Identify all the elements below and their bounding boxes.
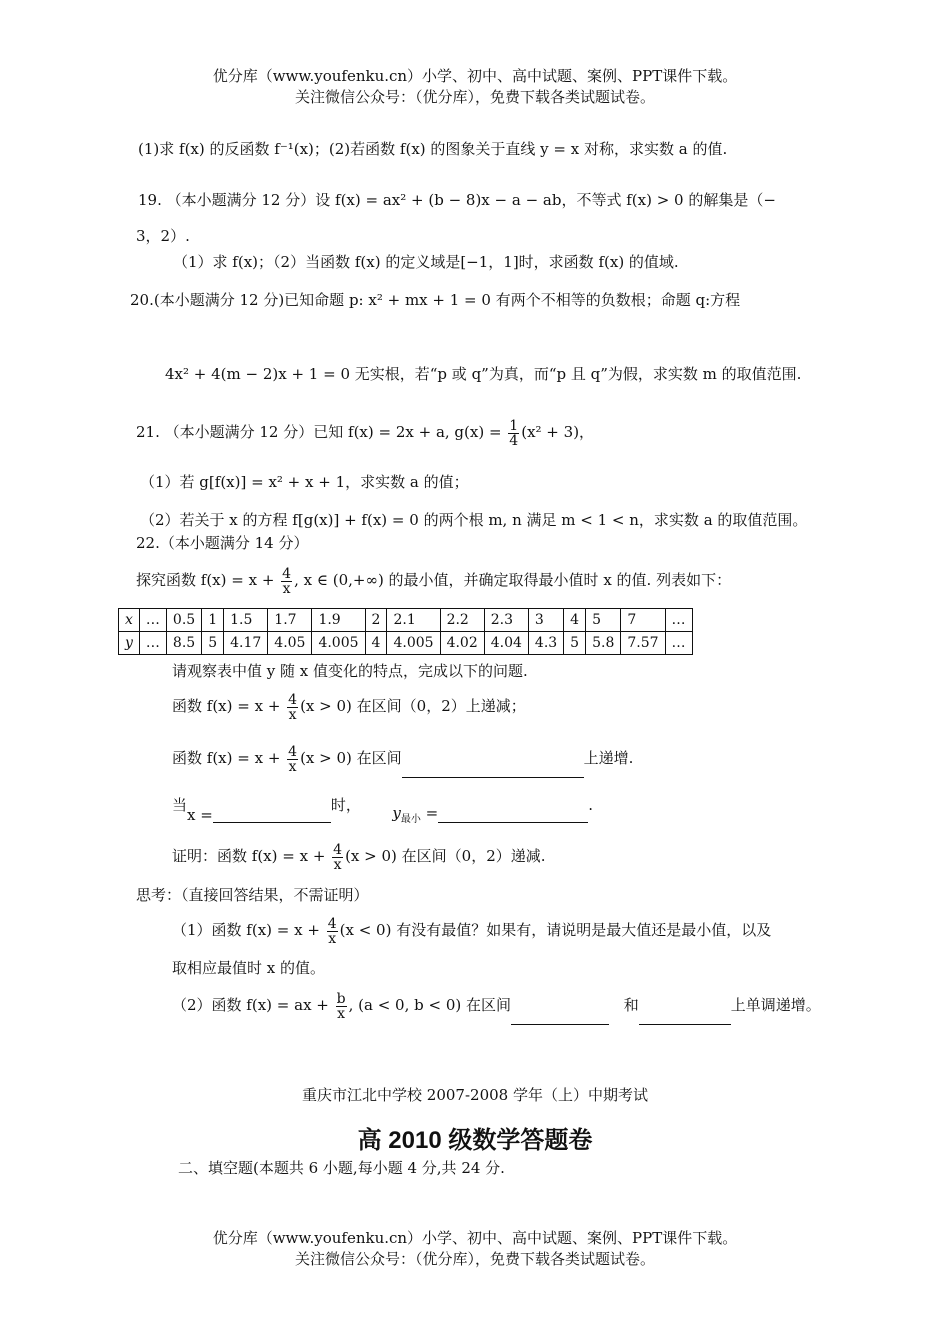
q21-text-b: (x² + 3)， — [521, 423, 595, 441]
table-cell: 4.02 — [440, 632, 484, 655]
q19-line-3: （1）求 f(x)；（2）当函数 f(x) 的定义域是[−1，1]时，求函数 f(x) 的值域. — [173, 253, 679, 271]
frac-num: 4 — [288, 691, 298, 708]
frac-den: x — [333, 856, 342, 873]
q21-line-1 — [136, 414, 594, 450]
q22-decreasing — [172, 686, 526, 726]
table-cell: 5 — [202, 632, 224, 655]
answer-sheet-title: 高 2010 级数学答题卷 — [357, 1127, 593, 1154]
frac-den: x — [328, 930, 337, 947]
q22-minimum — [172, 790, 593, 823]
table-cell: 7.57 — [621, 632, 665, 655]
table-cell: y — [119, 632, 140, 655]
footer-line-1: 优分库（www.youfenku.cn）小学、初中、高中试题、案例、PPT课件下载。 — [212, 1229, 738, 1247]
q20-line-1: 20.(本小题满分 12 分)已知命题 p: x² + mx + 1 = 0 有两个不相等的负数根；命题 q:方程 — [130, 291, 741, 309]
text: 时， — [330, 796, 361, 814]
q20-line-2: 4x² + 4(m − 2)x + 1 = 0 无实根，若“p 或 q”为真，而“p 且 q”为假，求实数 m 的取值范围. — [165, 365, 802, 383]
text: (x > 0) 在区间（0，2）上递减； — [300, 697, 526, 715]
q18-tail: (1)求 f(x) 的反函数 f⁻¹(x)；(2)若函数 f(x) 的图象关于直线 y = x 对称，求实数 a 的值. — [138, 140, 728, 158]
q22-observe: 请观察表中值 y 随 x 值变化的特点，完成以下的问题. — [172, 662, 528, 680]
frac-den: x — [337, 1005, 346, 1022]
table-cell: 1 — [202, 609, 224, 632]
fraction — [327, 917, 338, 946]
answer-blank-ymin[interactable] — [438, 806, 588, 823]
q19-line-2: 3，2）. — [136, 227, 190, 245]
table-cell: 5 — [564, 632, 586, 655]
fraction — [332, 843, 343, 872]
table-cell: 5 — [586, 609, 621, 632]
table-cell: 4.17 — [224, 632, 268, 655]
text: 当 — [172, 796, 188, 814]
header-line-2: 关注微信公众号：（优分库），免费下载各类试题试卷。 — [294, 88, 655, 106]
frac-num: b — [336, 990, 346, 1007]
answer-blank[interactable] — [402, 761, 584, 778]
q19-line-1: 19. （本小题满分 12 分）设 f(x) = ax² + (b − 8)x − a − ab，不等式 f(x) > 0 的解集是（− — [138, 191, 776, 209]
text: （2）函数 f(x) = ax + — [172, 996, 334, 1014]
q22-think-1 — [172, 910, 771, 950]
frac-num: 4 — [327, 915, 337, 932]
text: (x > 0) 在区间（0，2）递减. — [345, 847, 546, 865]
text: （1）函数 f(x) = x + — [172, 921, 325, 939]
table-cell: … — [139, 609, 166, 632]
fill-section-heading: 二、填空题(本题共 6 小题,每小题 4 分,共 24 分. — [178, 1159, 505, 1177]
table-cell: 4 — [564, 609, 586, 632]
frac-num: 4 — [282, 565, 292, 582]
q22-explore — [136, 560, 731, 600]
table-cell: 5.8 — [586, 632, 621, 655]
frac-den: x — [288, 758, 297, 775]
text: 函数 f(x) = x + — [172, 697, 286, 715]
table-row-y — [119, 632, 693, 655]
table-cell: 4 — [365, 632, 387, 655]
table-cell: 2.3 — [484, 609, 528, 632]
table-cell: 8.5 — [166, 632, 201, 655]
fraction — [287, 745, 298, 774]
fraction — [336, 992, 347, 1021]
text: 和 — [623, 996, 639, 1014]
table-cell: … — [665, 609, 692, 632]
q22-increasing — [172, 738, 633, 778]
table-cell: … — [665, 632, 692, 655]
q22-think-1-cont: 取相应最值时 x 的值。 — [172, 959, 325, 977]
text: = — [425, 804, 439, 822]
table-cell: 1.7 — [268, 609, 312, 632]
school-line: 重庆市江北中学校 2007-2008 学年（上）中期考试 — [302, 1086, 648, 1104]
table-cell: 4.005 — [312, 632, 365, 655]
table-cell: 1.5 — [224, 609, 268, 632]
answer-blank-interval-2[interactable] — [639, 1008, 731, 1025]
table-cell: 3 — [528, 609, 563, 632]
q22-think: 思考：（直接回答结果，不需证明） — [136, 886, 369, 904]
q21-frac-num: 1 — [509, 417, 519, 434]
text: 上单调递增。 — [730, 996, 821, 1014]
table-cell: 1.9 — [312, 609, 365, 632]
text: x = — [187, 806, 213, 824]
table-cell: 2 — [365, 609, 387, 632]
table-cell: 2.1 — [387, 609, 440, 632]
text: y — [392, 804, 401, 822]
q21-text-a: 21. （本小题满分 12 分）已知 f(x) = 2x + a, g(x) = — [136, 423, 507, 441]
table-cell: 4.04 — [484, 632, 528, 655]
frac-num: 4 — [288, 743, 298, 760]
q22-explore-frac — [281, 567, 292, 596]
frac-den: x — [282, 580, 291, 597]
text: 上递增. — [583, 749, 634, 767]
fraction — [287, 693, 298, 722]
q22-proof — [172, 836, 546, 876]
q22-explore-a: 探究函数 f(x) = x + — [136, 571, 280, 589]
table-cell: x — [119, 609, 140, 632]
subscript: 最小 — [400, 814, 421, 825]
q21-frac-den: 4 — [509, 432, 519, 449]
q22-explore-b: , x ∈ (0,+∞) 的最小值，并确定取得最小值时 x 的值. 列表如下： — [294, 571, 732, 589]
q22-head: 22.（本小题满分 14 分） — [136, 534, 309, 552]
table-row-x — [119, 609, 693, 632]
table-cell: 7 — [621, 609, 665, 632]
table-cell: … — [139, 632, 166, 655]
value-table — [118, 608, 693, 655]
frac-den: x — [288, 706, 297, 723]
header-line-1: 优分库（www.youfenku.cn）小学、初中、高中试题、案例、PPT课件下载。 — [212, 67, 738, 85]
text: 函数 f(x) = x + — [172, 749, 286, 767]
frac-num: 4 — [333, 841, 343, 858]
footer-line-2: 关注微信公众号：（优分库），免费下载各类试题试卷。 — [294, 1250, 655, 1268]
q22-think-2 — [172, 985, 821, 1025]
table-cell: 4.3 — [528, 632, 563, 655]
table-cell: 4.005 — [387, 632, 440, 655]
text: (x > 0) 在区间 — [300, 749, 402, 767]
q21-line-2: （1）若 g[f(x)] = x² + x + 1，求实数 a 的值； — [140, 473, 469, 491]
text: 证明：函数 f(x) = x + — [172, 847, 331, 865]
table-cell: 4.05 — [268, 632, 312, 655]
table-cell: 0.5 — [166, 609, 201, 632]
table-cell: 2.2 — [440, 609, 484, 632]
text: , (a < 0, b < 0) 在区间 — [348, 996, 511, 1014]
answer-blank-interval-1[interactable] — [511, 1008, 609, 1025]
answer-blank-x[interactable] — [213, 806, 331, 823]
text: (x < 0) 有没有最值？如果有，请说明是最大值还是最小值，以及 — [339, 921, 772, 939]
q21-line-3: （2）若关于 x 的方程 f[g(x)] + f(x) = 0 的两个根 m, n 满足 m < 1 < n，求实数 a 的取值范围。 — [140, 511, 808, 529]
text: . — [588, 796, 594, 814]
q21-fraction — [508, 419, 519, 448]
